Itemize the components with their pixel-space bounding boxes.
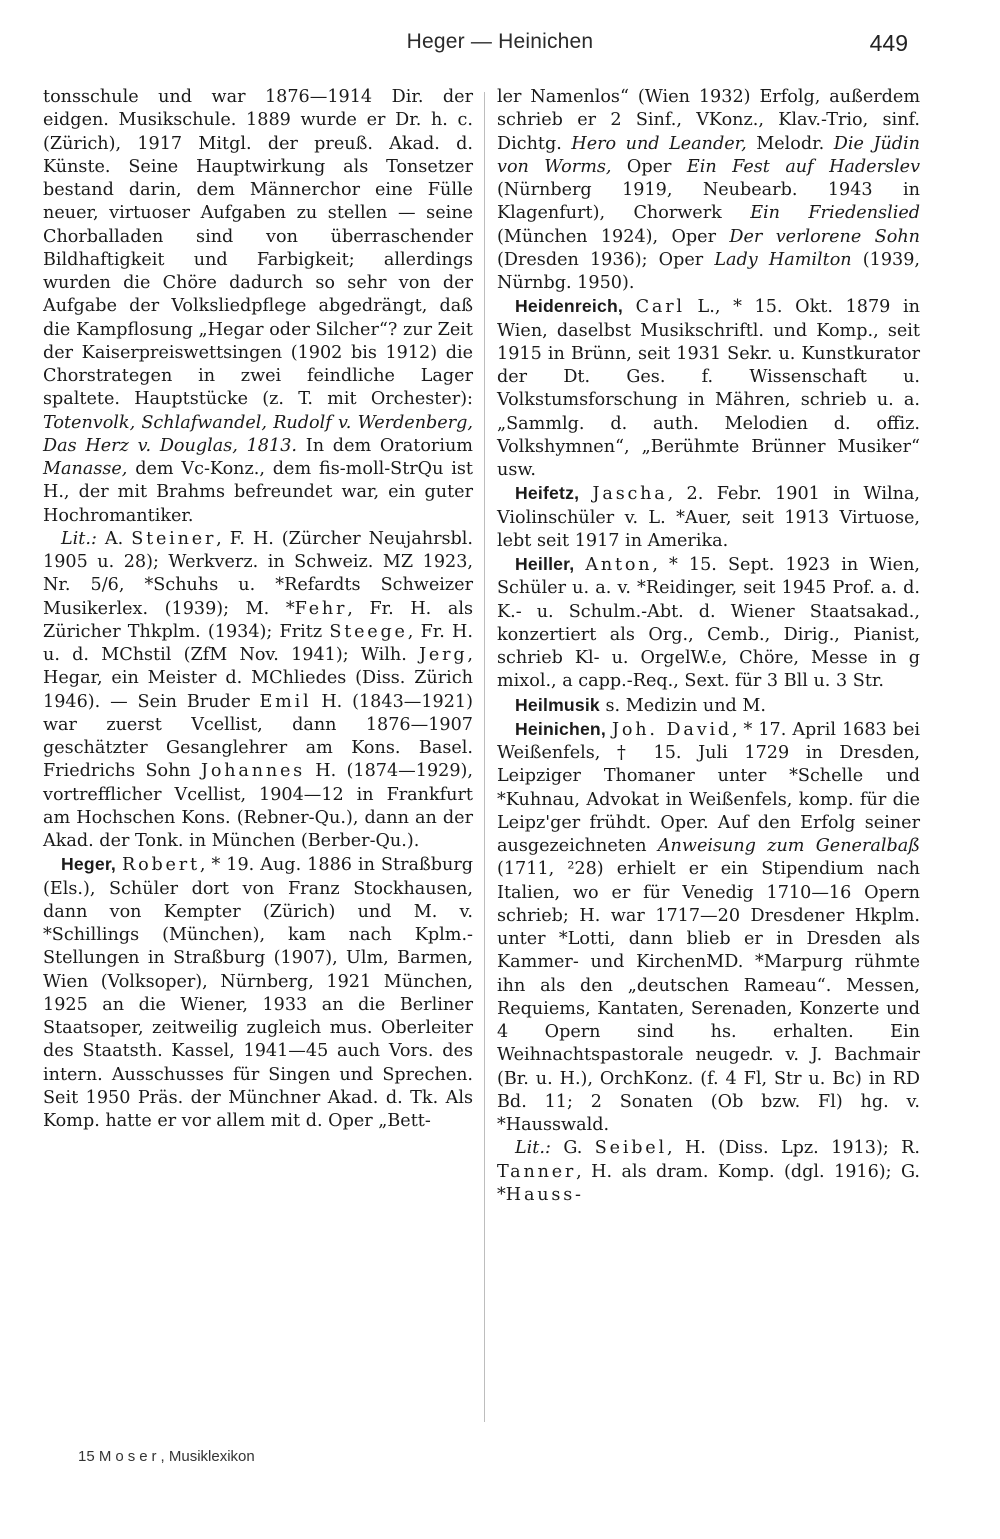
page-number: 449 — [869, 30, 908, 56]
given-name: Joh. David — [611, 719, 732, 740]
text: H. (1874—1929), vortrefflicher Vcellist, 1904—12 in Frankfurt am Hochschen Kons. (Rebner-Qu.), dann an der Akad. der Tonk. in München (Berber-Qu.). — [43, 761, 473, 851]
text: , H. als dram. Komp. (dgl. 1916); G. * — [497, 1161, 920, 1205]
work-title: Hero und Leander, — [571, 133, 747, 154]
text: , Hegar, ein Meister d. MChliedes (Diss. Zürich 1946). — Sein Bruder — [43, 645, 473, 712]
work-title: Lady Hamilton — [714, 249, 852, 270]
entry-text: s. Medizin und M. — [599, 695, 766, 716]
spaced-name: Steege — [329, 621, 408, 642]
spaced-name: Tanner — [497, 1161, 577, 1182]
text: , Fr. H. als Züricher Thkplm. (1934); Fritz — [43, 598, 473, 642]
lit-label: Lit.: — [515, 1138, 551, 1159]
entry-text: , * 17. April 1683 bei Weißenfels, † 15. Juli 1729 in Dresden, Leipziger Thomaner unter *Schelle und *Kuhnau, Advokat in Weißenfels, komp. für die Leipz'ger frühdt. Oper. Auf den Erfolg seiner ausgezeichneten — [497, 719, 921, 856]
spaced-name: Fehr — [294, 598, 348, 619]
text: dem Vc-Konz., dem fis-moll-StrQu ist H., der mit Brahms befreundet war, ein guter Hochromantiker. — [43, 459, 473, 526]
entry-text: (1711, ²28) erhielt er ein Stipendium nach Italien, wo er für Venedig 1710—16 Opern schrieb; H. war 1717—20 Dresdener Hkplm. unter *Lotti, dann blieb er in Dresden als Kammer- und KirchenMD. *Marpurg rühmte ihn als den „deutschen Rameau“. Messen, Requiems, Kantaten, Serenaden, Konzerte und 4 Opern sind hs. erhalten. Ein Weihnachtspastorale neugedr. v. J. Bachmair (Br. u. H.), OrchKonz. (f. 4 Fl, Str u. Bc) in RD Bd. 11; 2 Sonaten (Ob bzw. Fl) hg. v. *Hausswald. — [497, 859, 920, 1135]
headword: Heger, — [61, 854, 116, 875]
text: ler Namenlos“ (Wien 1932) Erfolg, außerdem schrieb er 2 Sinf., VKonz., Klav.-Trio, sinf. Dichtg. — [497, 87, 920, 154]
text: (Nürnberg 1919, Neubearb. 1943 in Klagenfurt), Chorwerk — [497, 180, 920, 224]
text: In dem Oratorium — [296, 435, 473, 456]
text: , F. H. (Zürcher Neujahrsbl. 1905 u. 28); Werkverz. in Schweiz. MZ 1923, Nr. 5/6, *Schuhs u. *Refardts Schweizer Musikerlex. (1939); M. * — [43, 528, 473, 619]
spaced-name: Steiner — [131, 528, 217, 549]
entry-text: L., * 15. Okt. 1879 in Wien, daselbst Musikschriftl. und Komp., seit 1915 in Brünn, seit 1931 Sekr. u. Kunstkurator der Dt. Ges. f. Wissenschaft u. Volkstumsforschung in Mähren, schrieb u. a. „Sammlg. d. auth. Melodien d. offiz. Volkshymnen“, „Berühmte Brünner Musiker“ usw. — [497, 297, 920, 480]
spaced-name: Johannes — [201, 761, 306, 782]
text: , Fr. H. u. d. MChstil (ZfM Nov. 1941); Wilh. — [43, 621, 473, 665]
headword: Heiller, — [515, 554, 575, 574]
entry-heinichen — [497, 718, 920, 1138]
text: , H. (Diss. Lpz. 1913); R. — [666, 1138, 920, 1159]
entry-text: , * 15. Sept. 1923 in Wien, Schüler u. a. v. *Reidinger, seit 1945 Prof. a. d. K.- u. Schulm.-Abt. d. Wiener Staatsakad., konzertiert als Org., Cemb., Dirig., Pianist, schrieb Kl- u. OrgelW.e, Chöre, Messe in g mixol., a capp.-Req., Sext. für 3 Bll u. 3 Str. — [497, 555, 920, 692]
text: A. — [96, 528, 132, 549]
work-title: Der verlorene Sohn — [729, 226, 920, 247]
spaced-name: Emil — [259, 691, 312, 712]
given-name: Anton — [585, 555, 653, 575]
entry-text: , 2. Febr. 1901 in Wilna, Violinschüler v. L. *Auer, seit 1913 Virtuose, lebt seit 1917 in Amerika. — [497, 484, 920, 551]
book-title: , Musiklexikon — [160, 1448, 255, 1465]
headword: Heinichen, — [515, 718, 606, 739]
hegar-literature — [43, 528, 473, 854]
heger-continuation — [497, 86, 920, 295]
work-title: Ein Friedenslied — [750, 203, 921, 224]
given-name: Robert — [122, 855, 200, 876]
text: H. (1843—1921) war zuerst Vcellist, dann 1876—1907 geschätzter Gesanglehrer am Kons. Basel. Friedrichs Sohn — [43, 691, 473, 782]
entry-text: , * 19. Aug. 1886 in Straßburg (Els.), Schüler dort von Franz Stockhausen, dann von Kempter (Zürich) und M. v. *Schillings (München), kam nach Kplm.-Stellungen in Straßburg (1907), Ulm, Barmen, Wien (Volksoper), Nürnberg, 1921 München, 1925 an die Wiener, 1933 an die Berliner Staatsoper, zeitweilig zugleich mus. Oberleiter des Staatsth. Kassel, 1941—45 auch Vors. des intern. Ausschusses für Singen und Sprechen. Seit 1950 Präs. der Münchner Akad. d. Tk. Als Komp. hatte er vor allem mit d. Oper „Bett- — [43, 855, 474, 1131]
given-name: Carl — [635, 297, 685, 318]
entry-heiller — [497, 553, 920, 694]
entry-heilmusik — [497, 694, 920, 718]
headword: Heidenreich, — [515, 296, 623, 317]
lit-label: Lit.: — [61, 528, 97, 549]
author-name: Moser — [98, 1448, 161, 1465]
entry-heger — [43, 853, 473, 1133]
column-divider — [484, 92, 485, 1422]
headword: Heilmusik — [515, 694, 600, 715]
text: G. — [550, 1138, 595, 1159]
headword: Heifetz, — [515, 483, 580, 504]
text: Oper — [611, 156, 687, 177]
work-titles: Totenvolk, Schlafwandel, Rudolf v. Werdenberg, Das Herz v. Douglas, 1813. — [43, 412, 473, 456]
text: tonsschule und war 1876—1914 Dir. der eidgen. Musikschule. 1889 wurde er Dr. h. c. (Zürich), 1917 Mitgl. der preuß. Akad. d. Künste. Seine Hauptwirkung als Tonsetzer bestand darin, dem Männerchor eine Fülle neuer, virtuoser Aufgaben zu stellen — seine Chorballaden sind von überraschender Bildhaftigkeit und Farbigkeit; allerdings wurden die Chöre dadurch so sehr von der Aufgabe der Volksliedpflege abgedrängt, daß die Kampflosung „Hegar oder Silcher“? zur Zeit der Kaiserpreiswettsingen (1902 bis 1912) die Chorstrategen in zwei feindliche Lager spaltete. Hauptstücke (z. T. mit Orchester): — [43, 87, 473, 410]
hegar-continuation — [43, 86, 473, 528]
work-title: Manasse, — [43, 459, 128, 479]
running-header: Heger — Heinichen — [406, 30, 594, 53]
work-title: Ein Fest auf Haderslev — [686, 156, 921, 177]
spaced-name: Hauss- — [505, 1184, 584, 1205]
text: (Dresden 1936); Oper — [497, 249, 715, 270]
work-title: Anweisung zum Generalbaß — [657, 836, 920, 856]
given-name: Jascha — [592, 484, 668, 505]
work-title: Die Jüdin von Worms, — [497, 133, 921, 177]
signature-number: 15 — [78, 1448, 95, 1465]
footer-signature — [78, 1448, 255, 1465]
heinichen-literature — [497, 1137, 920, 1207]
text: (1939, Nürnbg. 1950). — [497, 249, 920, 293]
spaced-name: Jerg — [419, 645, 468, 665]
right-column — [497, 86, 920, 1207]
text: Melodr. — [746, 133, 834, 154]
entry-heifetz — [497, 482, 920, 553]
entry-heidenreich — [497, 295, 920, 482]
text: (München 1924), Oper — [497, 226, 730, 247]
left-column — [43, 86, 473, 1133]
spaced-name: Seibel — [594, 1138, 667, 1159]
